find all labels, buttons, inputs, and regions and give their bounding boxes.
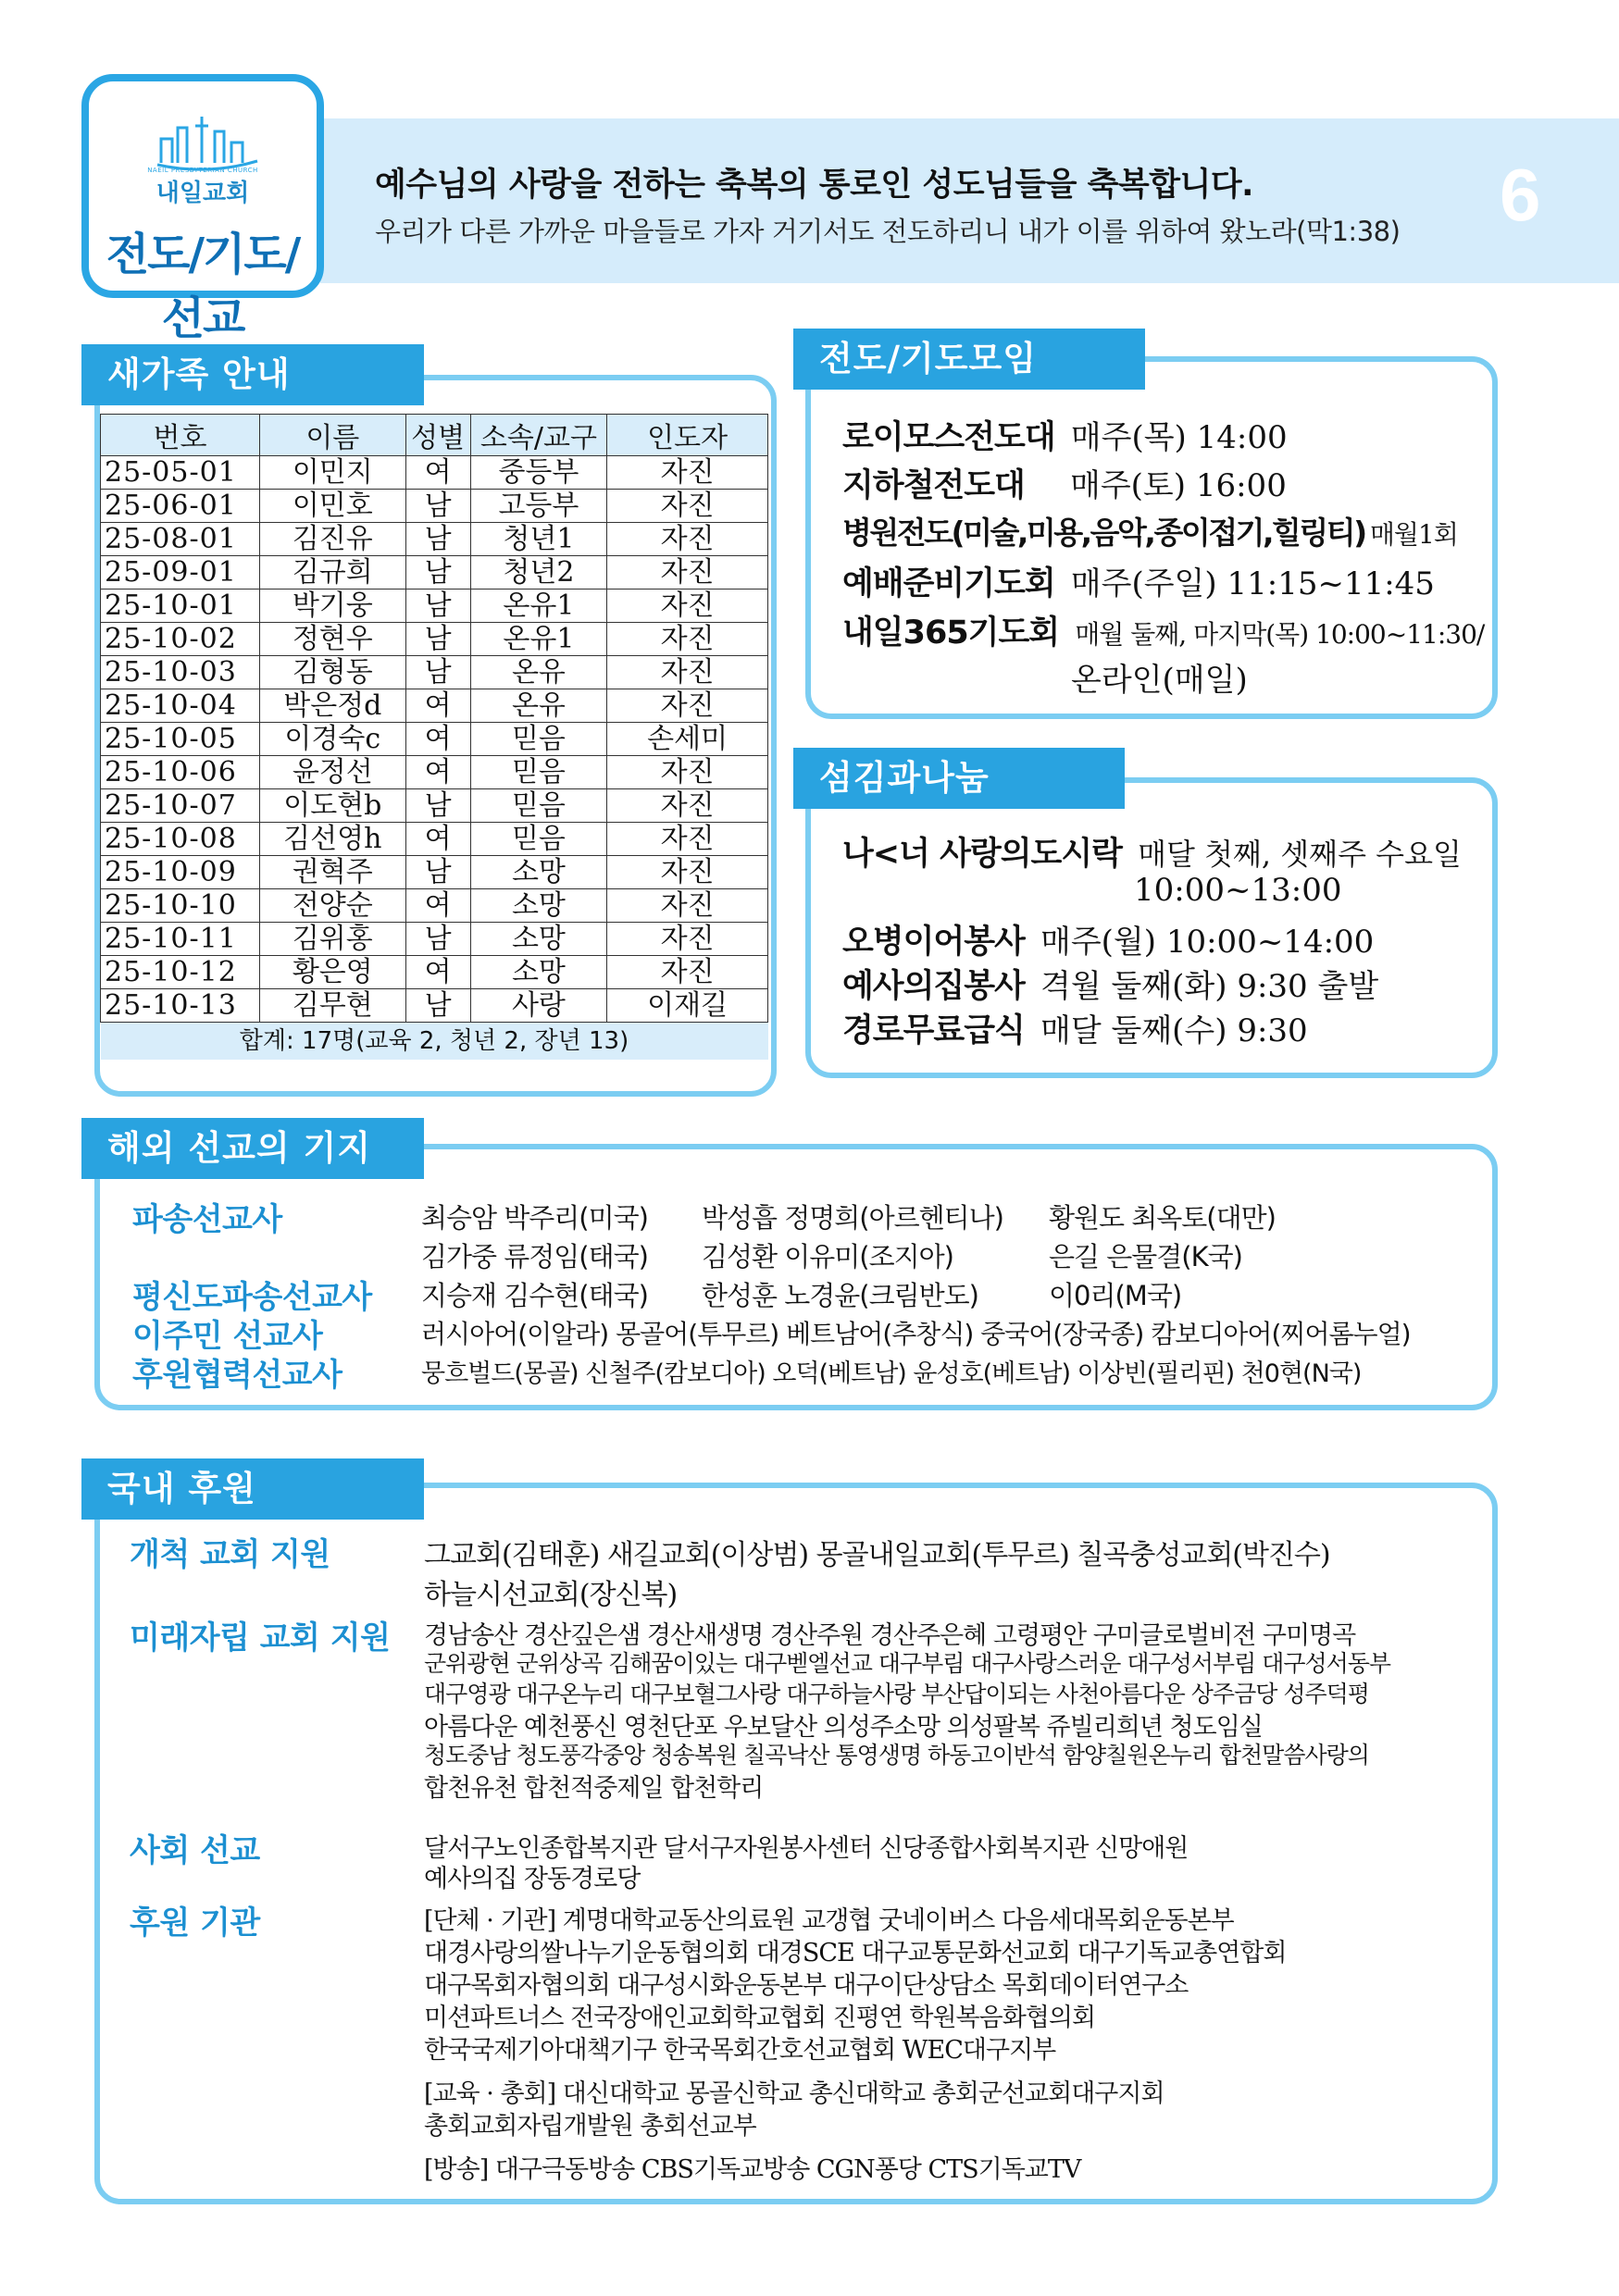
header-scripture: 우리가 다른 가까운 마을들로 가자 거기서도 전도하리니 내가 이를 위하여 왔노라(막1:38) [375, 216, 1401, 247]
col-group: 소속/교구 [470, 415, 607, 456]
row-guide: 자진 [607, 923, 768, 956]
label-partner-missionary: 후원협력선교사 [132, 1357, 342, 1394]
table-header-row [101, 415, 768, 456]
sharing-item [842, 828, 1462, 875]
overseas-tab: 해외 선교의 기지 [81, 1118, 424, 1179]
table-row [101, 956, 768, 989]
prayer-time: 온라인(매일) [1071, 662, 1248, 699]
new-family-table [100, 414, 768, 1060]
row-guide: 자진 [607, 590, 768, 623]
missionary-entry: 박성흡 정명희(아르헨티나) [702, 1202, 1004, 1234]
row-group: 고등부 [470, 490, 607, 523]
table-row [101, 689, 768, 723]
section-title: 전도/기도/선교 [106, 229, 300, 344]
row-gender: 여 [405, 456, 470, 490]
row-group: 중등부 [470, 456, 607, 490]
social-line: 달서구노인종합복지관 달서구자원봉사센터 신당종합사회복지관 신망애원 [424, 1834, 1189, 1863]
row-gender: 남 [405, 590, 470, 623]
org-line: [단체 · 기관] 계명대학교동산의료원 교갱협 굿네이버스 다음세대목회운동본부 [424, 1906, 1234, 1935]
row-gender: 남 [405, 856, 470, 889]
col-guide: 인도자 [607, 415, 768, 456]
table-row [101, 889, 768, 923]
row-name: 김무현 [259, 989, 405, 1023]
row-name: 이경숙c [259, 723, 405, 756]
row-gender: 여 [405, 823, 470, 856]
row-number: 25-05-01 [101, 456, 260, 490]
row-name: 정현우 [259, 623, 405, 656]
label-migrant-missionary: 이주민 선교사 [132, 1318, 323, 1355]
prayer-time: 매주(주일) 11:15~11:45 [1070, 565, 1435, 602]
row-guide: 자진 [607, 556, 768, 590]
row-number: 25-08-01 [101, 523, 260, 556]
prayer-item [842, 460, 1287, 506]
label-social-mission: 사회 선교 [130, 1832, 260, 1869]
missionary-entry: 한성훈 노경윤(크림반도) [702, 1280, 978, 1311]
row-group: 믿음 [470, 756, 607, 789]
row-gender: 여 [405, 689, 470, 723]
row-gender: 남 [405, 556, 470, 590]
row-group: 믿음 [470, 789, 607, 823]
table-row [101, 590, 768, 623]
row-name: 김선영h [259, 823, 405, 856]
org-line: 대경사랑의쌀나누기운동협의회 대경SCE 대구교통문화선교회 대구기독교총연합회 [424, 1939, 1287, 1967]
row-number: 25-10-04 [101, 689, 260, 723]
table-row [101, 856, 768, 889]
prayer-item [842, 412, 1288, 458]
future-line: 아름다운 예천풍신 영천단포 우보달산 의성주소망 의성팔복 쥬빌리희년 청도임실 [424, 1713, 1263, 1742]
row-name: 김위홍 [259, 923, 405, 956]
row-number: 25-10-07 [101, 789, 260, 823]
row-name: 박기웅 [259, 590, 405, 623]
future-line: 군위광현 군위상곡 김해꿈이있는 대구벧엘선교 대구부림 대구사랑스러운 대구성서부림 대구성서동부 [424, 1650, 1391, 1677]
logo-name: 내일교회 [156, 180, 250, 207]
row-name: 김진유 [259, 523, 405, 556]
missionary-entry: 김성환 이유미(조지아) [702, 1241, 953, 1272]
row-name: 전양순 [259, 889, 405, 923]
planting-line: 하늘시선교회(장신복) [424, 1579, 678, 1611]
missionary-entry: 황원도 최옥토(대만) [1049, 1202, 1276, 1234]
row-name: 이민지 [259, 456, 405, 490]
row-gender: 남 [405, 490, 470, 523]
domestic-tab: 국내 후원 [81, 1458, 424, 1520]
row-number: 25-10-10 [101, 889, 260, 923]
org-line: 미션파트너스 전국장애인교회학교협회 진평연 학원복음화협의회 [424, 2004, 1096, 2032]
table-row [101, 723, 768, 756]
table-row [101, 556, 768, 590]
row-guide: 자진 [607, 656, 768, 689]
label-future-church: 미래자립 교회 지원 [130, 1620, 391, 1657]
table-row [101, 789, 768, 823]
row-guide: 자진 [607, 856, 768, 889]
row-guide: 자진 [607, 490, 768, 523]
row-number: 25-10-01 [101, 590, 260, 623]
sharing-name: 나<너 사랑의도시락 [842, 836, 1122, 873]
broadcast-line: [방송] 대구극동방송 CBS기독교방송 CGN퐁당 CTS기독교TV [424, 2155, 1081, 2184]
col-gender: 성별 [405, 415, 470, 456]
row-name: 이민호 [259, 490, 405, 523]
row-gender: 여 [405, 889, 470, 923]
future-line: 대구영광 대구온누리 대구보혈그사랑 대구하늘사랑 부산답이되는 사천아름다운 상주금당 성주덕평 [424, 1681, 1369, 1707]
sharing-name: 경로무료급식 [842, 1012, 1025, 1049]
row-number: 25-10-03 [101, 656, 260, 689]
prayer-time-continued [1071, 654, 1248, 700]
row-name: 황은영 [259, 956, 405, 989]
label-dispatched: 파송선교사 [132, 1201, 282, 1238]
row-guide: 자진 [607, 523, 768, 556]
prayer-name: 지하철전도대 [842, 467, 1025, 504]
row-number: 25-10-09 [101, 856, 260, 889]
prayer-time: 매월1회 [1369, 519, 1458, 550]
row-number: 25-10-05 [101, 723, 260, 756]
sharing-name: 예사의집봉사 [842, 968, 1025, 1005]
row-number: 25-06-01 [101, 490, 260, 523]
label-lay-missionary: 평신도파송선교사 [132, 1279, 372, 1316]
row-gender: 남 [405, 656, 470, 689]
prayer-name: 내일365기도회 [842, 614, 1060, 652]
row-guide: 자진 [607, 889, 768, 923]
prayer-item [842, 509, 1458, 552]
row-group: 청년2 [470, 556, 607, 590]
col-name: 이름 [259, 415, 405, 456]
row-group: 온유1 [470, 590, 607, 623]
missionary-entry: 지승재 김수현(태국) [421, 1280, 648, 1311]
prayer-name: 로이모스전도대 [842, 419, 1055, 456]
prayer-item [842, 607, 1484, 653]
table-row [101, 823, 768, 856]
total-count: 합계: 17명(교육 2, 청년 2, 장년 13) [101, 1023, 768, 1061]
prayer-time: 매월 둘째, 마지막(목) 10:00~11:30/ [1075, 619, 1485, 650]
row-group: 온유 [470, 656, 607, 689]
sharing-name: 오병이어봉사 [842, 924, 1025, 961]
row-group: 소망 [470, 856, 607, 889]
row-guide: 자진 [607, 823, 768, 856]
row-group: 믿음 [470, 823, 607, 856]
row-number: 25-10-08 [101, 823, 260, 856]
row-guide: 자진 [607, 756, 768, 789]
row-group: 믿음 [470, 723, 607, 756]
row-gender: 남 [405, 923, 470, 956]
row-group: 청년1 [470, 523, 607, 556]
row-group: 소망 [470, 889, 607, 923]
sharing-time-continued [1134, 872, 1341, 909]
org-line: 한국국제기아대책기구 한국목회간호선교협회 WEC대구지부 [424, 2036, 1056, 2065]
row-gender: 남 [405, 789, 470, 823]
sharing-item [842, 916, 1374, 962]
row-guide: 자진 [607, 623, 768, 656]
row-name: 박은정d [259, 689, 405, 723]
sharing-time: 격월 둘째(화) 9:30 출발 [1040, 968, 1379, 1005]
label-support-orgs: 후원 기관 [130, 1905, 260, 1942]
section-logo-box [81, 74, 324, 344]
row-guide: 자진 [607, 456, 768, 490]
table-row [101, 523, 768, 556]
partner-list: 뭉흐벌드(몽골) 신철주(캄보디아) 오덕(베트남) 윤성호(베트남) 이상빈(필리핀) 천0현(N국) [421, 1359, 1362, 1388]
planting-line: 그교회(김태훈) 새길교회(이상범) 몽골내일교회(투무르) 칠곡충성교회(박진수) [424, 1539, 1330, 1571]
row-guide: 이재길 [607, 989, 768, 1023]
row-name: 김규희 [259, 556, 405, 590]
future-line: 경남송산 경산깊은샘 경산새생명 경산주원 경산주은혜 고령평안 구미글로벌비전 구미명곡 [424, 1621, 1356, 1650]
row-number: 25-10-11 [101, 923, 260, 956]
table-body [101, 456, 768, 1061]
row-group: 소망 [470, 956, 607, 989]
row-number: 25-10-02 [101, 623, 260, 656]
row-group: 사랑 [470, 989, 607, 1023]
row-guide: 자진 [607, 956, 768, 989]
sharing-time: 10:00~13:00 [1134, 872, 1342, 909]
row-group: 소망 [470, 923, 607, 956]
row-number: 25-10-06 [101, 756, 260, 789]
table-row [101, 656, 768, 689]
missionary-entry: 이0리(M국) [1049, 1280, 1182, 1311]
row-gender: 여 [405, 956, 470, 989]
future-line: 청도중남 청도풍각중앙 청송복원 칠곡낙산 통영생명 하동고이반석 함양칠원온누리 합천말씀사랑의 [424, 1742, 1369, 1769]
prayer-time: 매주(토) 16:00 [1069, 467, 1287, 504]
table-row [101, 989, 768, 1023]
new-family-tab: 새가족 안내 [81, 344, 424, 405]
edu-line: 총회교회자립개발원 총회선교부 [424, 2112, 756, 2141]
row-gender: 남 [405, 989, 470, 1023]
row-guide: 자진 [607, 789, 768, 823]
sharing-time: 매달 첫째, 셋째주 수요일 [1138, 837, 1462, 872]
row-number: 25-09-01 [101, 556, 260, 590]
row-name: 김형동 [259, 656, 405, 689]
edu-line: [교육 · 총회] 대신대학교 몽골신학교 총신대학교 총회군선교회대구지회 [424, 2079, 1164, 2108]
future-line: 합천유천 합천적중제일 합천학리 [424, 1774, 764, 1803]
table-row [101, 923, 768, 956]
missionary-entry: 최승암 박주리(미국) [421, 1202, 648, 1234]
row-name: 이도현b [259, 789, 405, 823]
table-row [101, 756, 768, 789]
prayer-item [842, 558, 1435, 604]
row-guide: 자진 [607, 689, 768, 723]
row-group: 온유1 [470, 623, 607, 656]
sharing-tab: 섬김과나눔 [793, 748, 1125, 809]
sharing-item [842, 961, 1378, 1007]
sharing-item [842, 1005, 1308, 1051]
missionary-entry: 김가중 류정임(태국) [421, 1241, 648, 1272]
row-name: 권혁주 [259, 856, 405, 889]
church-logo-icon [156, 107, 259, 172]
prayer-name: 예배준비기도회 [842, 565, 1055, 602]
prayer-time: 매주(목) 14:00 [1070, 419, 1288, 456]
prayer-name: 병원전도(미술,미용,음악,종이접기,힐링티) [842, 515, 1365, 551]
missionary-entry: 은길 은물결(K국) [1049, 1241, 1242, 1272]
table-row [101, 623, 768, 656]
table-total-row [101, 1023, 768, 1061]
sharing-time: 매주(월) 10:00~14:00 [1040, 924, 1375, 961]
social-line: 예사의집 장동경로당 [424, 1865, 641, 1893]
prayer-tab: 전도/기도모임 [793, 329, 1145, 390]
row-name: 윤정선 [259, 756, 405, 789]
logo-tagline: NAEIL PRESBYTERIAN CHURCH [147, 167, 258, 174]
row-group: 온유 [470, 689, 607, 723]
row-number: 25-10-12 [101, 956, 260, 989]
migrant-list: 러시아어(이알라) 몽골어(투무르) 베트남어(추창식) 중국어(장국종) 캄보디아어(찌어롬누얼) [421, 1319, 1411, 1349]
row-gender: 여 [405, 756, 470, 789]
header-main-text: 예수님의 사랑을 전하는 축복의 통로인 성도님들을 축복합니다. [375, 167, 1253, 204]
table-row [101, 456, 768, 490]
row-gender: 남 [405, 523, 470, 556]
sharing-time: 매달 둘째(수) 9:30 [1040, 1012, 1308, 1049]
org-line: 대구목회자협의회 대구성시화운동본부 대구이단상담소 목회데이터연구소 [424, 1971, 1189, 2000]
row-gender: 여 [405, 723, 470, 756]
table-row [101, 490, 768, 523]
row-guide: 손세미 [607, 723, 768, 756]
row-gender: 남 [405, 623, 470, 656]
label-church-planting: 개척 교회 지원 [130, 1536, 330, 1573]
col-number: 번호 [101, 415, 260, 456]
page-number: 6 [1500, 154, 1541, 236]
row-number: 25-10-13 [101, 989, 260, 1023]
